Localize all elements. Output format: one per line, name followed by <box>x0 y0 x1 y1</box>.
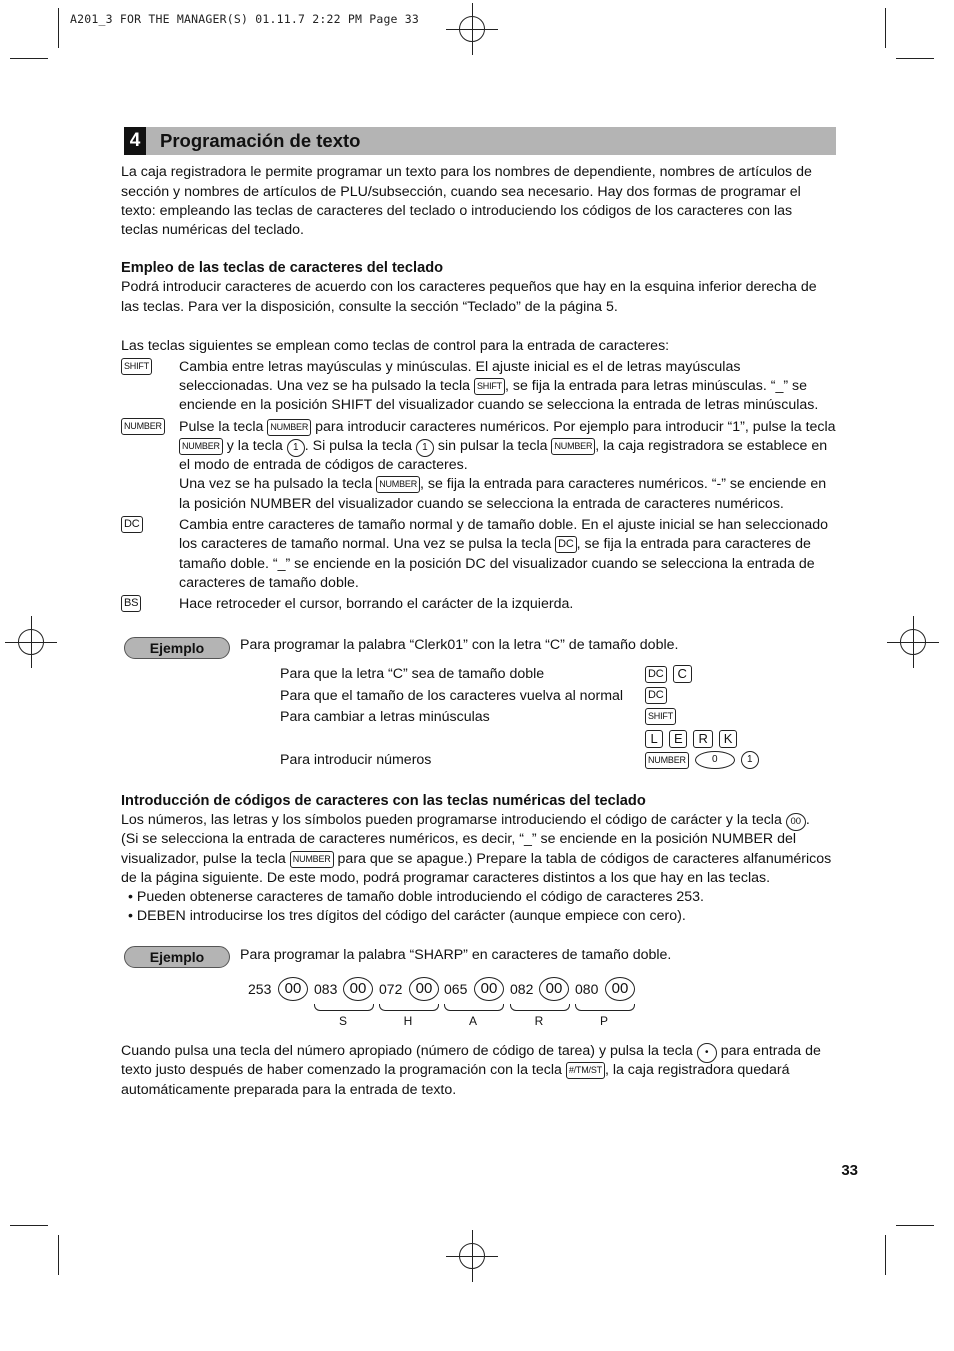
section-title: Programación de texto <box>160 130 361 151</box>
shift-key-label <box>121 357 152 377</box>
bs-desc-line: Hace retroceder el cursor, borrando el carácter de la izquierda. <box>179 596 574 612</box>
paragraph-line: Las teclas siguientes se emplean como teclas de control para la entrada de caracteres: <box>121 338 670 354</box>
shift-key: SHIFT <box>645 708 676 725</box>
number-key-label <box>121 417 165 437</box>
paragraph-line: texto justo después de haber comenzado la programación con la tecla #/TM/ST , la caja registradora quedará <box>121 1062 790 1078</box>
brace <box>575 1004 635 1011</box>
char-code: 082 <box>510 981 534 997</box>
key-k: K <box>719 730 737 748</box>
registration-mark <box>900 629 926 655</box>
dc-key: DC <box>555 536 577 553</box>
subsection-heading: Introducción de códigos de caracteres con las teclas numéricas del teclado <box>121 793 646 809</box>
intro-line: texto: empleando las teclas de caracteres del teclado o introduciendo los códigos de los caracteres con las <box>121 203 793 219</box>
number-desc-line: el modo de entrada de códigos de caracteres. <box>179 457 468 473</box>
number-key: NUMBER <box>290 851 334 868</box>
key-00: 00 <box>786 813 806 831</box>
bs-key-label <box>121 594 141 614</box>
crop-mark <box>58 8 59 48</box>
crop-mark <box>10 58 48 59</box>
number-key: NUMBER <box>376 476 420 493</box>
crop-mark <box>896 1225 934 1226</box>
crop-mark <box>896 58 934 59</box>
key-l: L <box>645 730 663 748</box>
dc-key-label <box>121 515 143 535</box>
intro-line: sección y nombres de artículos de PLU/subsección, cuando sea necesario. Hay dos formas de programar el <box>121 184 801 200</box>
example-row: Para que el tamaño de los caracteres vuelva al normal <box>280 688 624 704</box>
dc-key: DC <box>645 687 667 704</box>
number-desc-line: la posición NUMBER del visualizador cuando se selecciona la entrada de caracteres numéricos. <box>179 496 784 512</box>
dc-desc-line: tamaño doble. “_” se enciende en la posición DC del visualizador cuando se selecciona la entrada de <box>179 556 815 572</box>
shift-desc-line: enciende en la posición SHIFT del visualizador cuando se selecciona la entrada de letras minúsculas. <box>179 397 819 413</box>
key-c: C <box>673 665 692 683</box>
bullet-line: • DEBEN introducirse los tres dígitos del código del carácter (aunque empiece con cero). <box>128 908 686 924</box>
char-code: 083 <box>314 981 338 997</box>
key-1: 1 <box>287 439 305 457</box>
paragraph-line: Los números, las letras y los símbolos pueden programarse introduciendo el código de carácter y la tecla 00 . <box>121 811 810 831</box>
paragraph-line: de la página siguiente. De este modo, podrá programar caracteres distintos a los que hay en las teclas. <box>121 870 771 886</box>
paragraph-line: Cuando pulsa una tecla del número apropiado (número de código de tarea) y pulsa la tecla • para entrada de <box>121 1042 821 1063</box>
intro-line: La caja registradora le permite programar un texto para los nombres de dependiente, nombres de artículos de <box>121 164 812 180</box>
example-text: Para programar la palabra “Clerk01” con la letra “C” de tamaño doble. <box>240 637 679 653</box>
number-desc-line: NUMBER y la tecla 1 . Si pulsa la tecla 1 sin pulsar la tecla NUMBER , la caja registradora se establece en <box>179 437 827 457</box>
number-desc-line: Pulse la tecla NUMBER para introducir caracteres numéricos. Por ejemplo para introducir “1”, pulse la tecla <box>179 419 836 435</box>
key-e: E <box>669 730 687 748</box>
number-key: NUMBER <box>267 419 311 436</box>
number-key: NUMBER <box>645 752 689 769</box>
example-pill: Ejemplo <box>124 946 230 968</box>
paragraph-line: Podrá introducir caracteres de acuerdo con los caracteres pequeños que hay en la esquina inferior derecha de <box>121 279 817 295</box>
key-1: 1 <box>416 439 434 457</box>
char-code: 080 <box>575 981 599 997</box>
registration-mark <box>459 16 485 42</box>
char-code: 072 <box>379 981 403 997</box>
dc-desc-line: caracteres de tamaño doble. <box>179 575 359 591</box>
shift-desc-line: seleccionadas. Una vez se ha pulsado la tecla SHIFT , se fija la entrada para letras minúsculas. “_” se <box>179 378 808 394</box>
key-0: 0 <box>695 751 735 769</box>
crop-mark <box>58 1235 59 1275</box>
brace-letter: H <box>403 1014 413 1028</box>
key-00: 00 <box>409 977 439 1001</box>
key-r: R <box>693 730 712 748</box>
dc-desc-line: Cambia entre caracteres de tamaño normal y de tamaño doble. En el ajuste inicial se han seleccionado <box>179 517 829 533</box>
paragraph-line: automáticamente preparada para la entrada de texto. <box>121 1082 457 1098</box>
bs-key: BS <box>121 595 141 612</box>
key-00: 00 <box>539 977 569 1001</box>
brace <box>510 1004 570 1011</box>
dc-key: DC <box>645 666 667 683</box>
bullet-line: • Pueden obtenerse caracteres de tamaño doble introduciendo el código de caracteres 253. <box>128 889 704 905</box>
crop-mark <box>885 1235 886 1275</box>
page-number: 33 <box>841 1162 858 1179</box>
registration-mark <box>18 629 44 655</box>
brace <box>314 1004 374 1011</box>
brace-letter: R <box>534 1014 544 1028</box>
char-code: 253 <box>248 981 272 997</box>
crop-mark <box>885 8 886 48</box>
dc-key: DC <box>121 516 143 533</box>
brace-letter: P <box>599 1014 608 1028</box>
intro-line: teclas numéricas del teclado. <box>121 222 304 238</box>
shift-key: SHIFT <box>474 378 505 395</box>
example-keys-row <box>645 708 682 726</box>
subsection-heading: Empleo de las teclas de caracteres del teclado <box>121 260 444 276</box>
brace-letter: A <box>468 1014 477 1028</box>
key-00: 00 <box>343 977 373 1001</box>
paragraph-line: (Si se selecciona la entrada de caracteres numéricos, es decir, “_” se enciende en la posición NUMBER del <box>121 831 797 847</box>
dot-key: • <box>697 1043 717 1063</box>
key-1: 1 <box>741 751 759 769</box>
tmst-key: #/TM/ST <box>566 1062 605 1079</box>
example-keys-row <box>645 730 743 748</box>
example-row: Para cambiar a letras minúsculas <box>280 709 490 725</box>
number-key: NUMBER <box>121 418 165 435</box>
crop-mark <box>10 1225 48 1226</box>
section-number: 4 <box>124 127 146 155</box>
example-text: Para programar la palabra “SHARP” en caracteres de tamaño doble. <box>240 947 672 963</box>
example-keys-row <box>645 665 698 683</box>
example-row: Para introducir números <box>280 752 432 768</box>
key-00: 00 <box>605 977 635 1001</box>
key-00: 00 <box>474 977 504 1001</box>
example-pill: Ejemplo <box>124 637 230 659</box>
number-desc-line: Una vez se ha pulsado la tecla NUMBER , se fija la entrada para caracteres numéricos. “-” se enciende en <box>179 476 827 492</box>
brace <box>379 1004 439 1011</box>
example-keys-row <box>645 751 765 769</box>
number-key: NUMBER <box>551 438 595 455</box>
shift-key: SHIFT <box>121 358 152 375</box>
char-code: 065 <box>444 981 468 997</box>
paragraph-line: las teclas. Para ver la disposición, consulte la sección “Teclado” de la página 5. <box>121 299 618 315</box>
example-keys-row <box>645 687 673 705</box>
brace <box>444 1004 504 1011</box>
key-00: 00 <box>278 977 308 1001</box>
number-key: NUMBER <box>179 438 223 455</box>
brace-letter: S <box>338 1014 347 1028</box>
registration-mark <box>459 1243 485 1269</box>
print-header: A201_3 FOR THE MANAGER(S) 01.11.7 2:22 PM Page 33 <box>70 12 420 26</box>
shift-desc-line: Cambia entre letras mayúsculas y minúsculas. El ajuste inicial es el de letras mayúsculas <box>179 359 741 375</box>
paragraph-line: visualizador, pulse la tecla NUMBER para que se apague.) Prepare la tabla de códigos de caracteres alfanuméricos <box>121 851 832 867</box>
dc-desc-line: los caracteres de tamaño normal. Una vez se pulsa la tecla DC , se fija la entrada para caracteres de <box>179 536 811 552</box>
example-row: Para que la letra “C” sea de tamaño doble <box>280 666 545 682</box>
